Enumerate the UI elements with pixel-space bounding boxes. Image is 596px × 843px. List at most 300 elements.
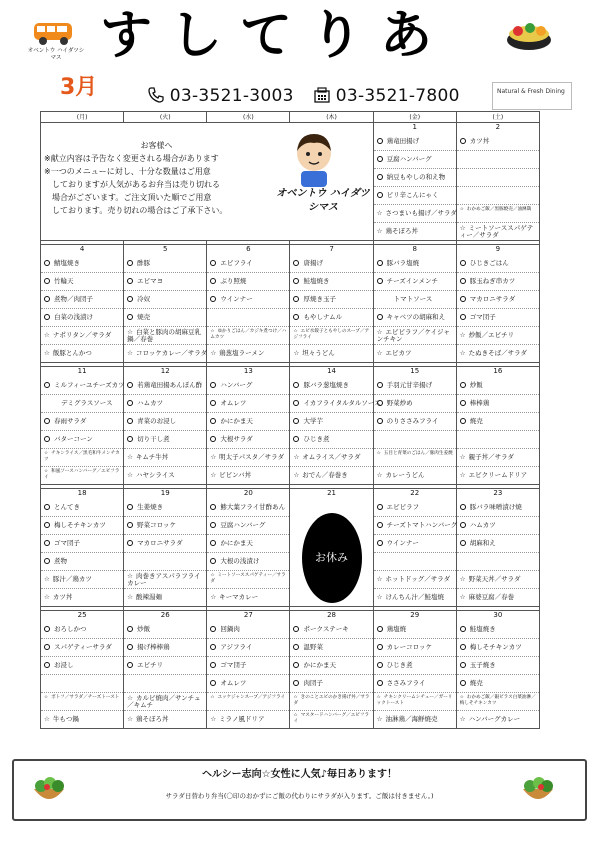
menu-item xyxy=(41,674,123,692)
menu-item xyxy=(207,290,289,308)
star-icon: ☆ xyxy=(44,349,50,357)
day-cell xyxy=(373,245,456,363)
menu-item xyxy=(457,377,539,394)
special-item-text: 五目と青菜のごはん／豚肉生姜焼 xyxy=(383,451,453,456)
special-item-text: ユッケジャンスープ／アジフライ xyxy=(217,695,286,700)
menu-item xyxy=(41,638,123,656)
salad-option-icon xyxy=(127,260,133,266)
special-item-text: 明太子パスタ／サラダ xyxy=(219,453,285,461)
menu-item xyxy=(124,290,206,308)
salad-option-icon xyxy=(210,558,216,564)
week-row-4 xyxy=(41,611,540,729)
special-item-text: チキンクリームシチュー／ガーリックトースト xyxy=(376,695,453,706)
special-item-text: キムチ牛丼 xyxy=(135,453,169,461)
star-icon: ☆ xyxy=(210,573,215,578)
special-item-text: 坦々うどん xyxy=(302,349,335,357)
delivery-van-icon xyxy=(32,20,76,46)
menu-item-text: お浸し xyxy=(54,661,74,669)
special-item xyxy=(207,710,289,728)
weekday-thu: (木) xyxy=(290,112,373,123)
star-icon: ☆ xyxy=(44,715,50,723)
salad-option-icon xyxy=(293,436,299,442)
special-item-text: 鶏葱塩ラーメン xyxy=(219,349,265,357)
day-number: 25 xyxy=(77,611,87,619)
salad-option-icon xyxy=(127,278,133,284)
menu-item xyxy=(290,290,372,308)
special-item xyxy=(290,344,372,362)
special-item xyxy=(374,222,456,240)
special-item xyxy=(457,222,539,240)
special-item-text: マスタードハンバーグ／エビフライ xyxy=(293,713,370,724)
day-cell xyxy=(124,367,207,485)
special-item-text: 酸辣湯麺 xyxy=(135,593,162,601)
salad-option-icon xyxy=(293,400,299,406)
menu-item-text: エビピラフ xyxy=(386,503,420,511)
day-number: 15 xyxy=(410,367,420,375)
notice-cell xyxy=(41,123,374,241)
menu-item xyxy=(374,412,456,430)
special-item-text: 牛もつ鍋 xyxy=(52,715,79,723)
salad-option-icon xyxy=(127,296,133,302)
star-icon: ☆ xyxy=(293,471,300,479)
menu-item-text: エビチリ xyxy=(137,661,164,669)
menu-item xyxy=(124,499,206,516)
menu-item xyxy=(41,430,123,448)
salad-option-icon xyxy=(377,400,383,406)
menu-item xyxy=(457,394,539,412)
salad-option-icon xyxy=(210,540,216,546)
menu-item-text: カレーコロッケ xyxy=(386,643,432,651)
special-item-text: 親子丼／サラダ xyxy=(468,453,515,461)
menu-item-text: 厚焼き玉子 xyxy=(303,295,336,303)
menu-item xyxy=(374,290,456,308)
special-item-text: オムライス／サラダ xyxy=(302,453,361,461)
special-item-text: エビ水餃子ともやしのスープ／アジフライ xyxy=(293,329,370,340)
special-item-text: ハヤシライス xyxy=(135,471,175,479)
special-item xyxy=(290,692,372,710)
weekday-fri: (金) xyxy=(373,112,456,123)
salad-option-icon xyxy=(377,680,383,686)
special-item-text: ビビンバ丼 xyxy=(219,471,252,479)
star-icon: ☆ xyxy=(376,349,383,357)
menu-item xyxy=(457,186,539,204)
salad-option-icon xyxy=(293,644,299,650)
menu-item xyxy=(124,255,206,272)
salad-option-icon xyxy=(127,400,133,406)
menu-item-text: キャベツの胡麻和え xyxy=(386,313,446,321)
special-item-text: ミートソーススパゲティー／サラダ xyxy=(210,573,286,584)
salad-option-icon xyxy=(210,504,216,510)
salad-option-icon xyxy=(44,558,50,564)
salad-option-icon xyxy=(377,522,383,528)
menu-item-text: 鮭塩焼き xyxy=(469,625,496,633)
day-number: 20 xyxy=(243,489,253,497)
menu-item-text: ハムカツ xyxy=(469,521,496,529)
menu-item xyxy=(207,394,289,412)
menu-item-text: かにかま天 xyxy=(220,417,253,425)
phone-icon xyxy=(148,87,164,103)
menu-item xyxy=(457,534,539,552)
menu-item-text: 切り干し煮 xyxy=(137,435,170,443)
special-item xyxy=(374,326,456,344)
day-cell xyxy=(207,367,290,485)
star-icon: ☆ xyxy=(127,593,133,601)
menu-item-text: マカロニサラダ xyxy=(137,539,183,547)
day-cell xyxy=(290,611,373,729)
menu-item-text: 野菜コロッケ xyxy=(137,521,177,529)
menu-item-text: トマトソース xyxy=(393,295,433,303)
salad-option-icon xyxy=(460,522,466,528)
star-icon: ☆ xyxy=(127,453,133,461)
menu-item-text: 豚玉ねぎ串カツ xyxy=(469,277,516,285)
star-icon: ☆ xyxy=(459,349,466,357)
star-icon: ☆ xyxy=(376,227,383,235)
notice-line: しておりますが人気があるお弁当は売り切れる xyxy=(44,180,220,189)
menu-item-text: チーズトマトハンバーグ xyxy=(386,521,458,529)
menu-item-text: 梅しそチキンカツ xyxy=(469,643,522,651)
menu-item xyxy=(290,255,372,272)
salad-option-icon xyxy=(210,296,216,302)
menu-item-text: 唐揚げ xyxy=(303,259,323,267)
menu-item-text: 炒飯 xyxy=(469,381,483,389)
menu-item-text: ひじき煮 xyxy=(386,661,413,669)
menu-item xyxy=(207,674,289,692)
month-label: 3月 xyxy=(60,75,98,100)
footer-box xyxy=(12,759,587,821)
menu-item-text: かにかま天 xyxy=(303,661,336,669)
special-item xyxy=(41,466,123,484)
salad-option-icon xyxy=(127,644,133,650)
menu-item-text: ウインナー xyxy=(220,295,253,303)
menu-item xyxy=(374,656,456,674)
special-item-text: コロッケカレー／サラダ xyxy=(135,349,208,357)
star-icon: ☆ xyxy=(127,349,133,357)
menu-item xyxy=(374,186,456,204)
special-item xyxy=(457,588,539,606)
menu-item xyxy=(374,674,456,692)
day-cell xyxy=(456,611,539,729)
day-number: 22 xyxy=(410,489,420,497)
star-icon: ☆ xyxy=(44,331,50,339)
menu-item xyxy=(124,516,206,534)
special-item-text: エビカツ xyxy=(385,349,412,357)
day-cell xyxy=(373,489,456,607)
salad-option-icon xyxy=(377,174,383,180)
menu-item-text: 大根サラダ xyxy=(220,435,253,443)
special-item-text: エビクリームドリア xyxy=(468,471,528,479)
star-icon: ☆ xyxy=(210,471,217,479)
salad-option-icon xyxy=(210,418,216,424)
menu-item xyxy=(124,552,206,570)
menu-item-text: 白菜の浅漬け xyxy=(54,313,93,321)
day-number: 1 xyxy=(412,123,417,131)
day-number: 19 xyxy=(160,489,170,497)
menu-item xyxy=(41,621,123,638)
special-item xyxy=(124,466,206,484)
star-icon: ☆ xyxy=(459,695,464,700)
special-item-text: チキンライス／黒毛和牛メンチカツ xyxy=(44,451,120,462)
special-item-text: おでん／春巻き xyxy=(302,471,348,479)
salad-option-icon xyxy=(460,540,466,546)
menu-item xyxy=(290,308,372,326)
salad-option-icon xyxy=(44,314,50,320)
special-item-text: わかめご飯／銀ビラス白菜油淋／梅しそチキンカツ xyxy=(459,695,536,706)
salad-option-icon xyxy=(377,260,383,266)
star-icon: ☆ xyxy=(293,329,298,334)
special-item-text: 豚汁／鶏カツ xyxy=(52,575,92,583)
salad-option-icon xyxy=(460,662,466,668)
star-icon: ☆ xyxy=(210,695,215,700)
phone-number-text: 03-3521-3003 xyxy=(169,86,294,106)
salad-option-icon xyxy=(293,418,299,424)
special-item xyxy=(41,710,123,728)
menu-item xyxy=(207,272,289,290)
star-icon: ☆ xyxy=(459,224,466,232)
day-number: 7 xyxy=(329,245,334,253)
menu-item-text: ウインナー xyxy=(386,539,419,547)
menu-item-text: 焼売 xyxy=(137,313,151,321)
salad-option-icon xyxy=(377,156,383,162)
menu-item xyxy=(124,638,206,656)
menu-item xyxy=(207,516,289,534)
menu-item-text: エビマヨ xyxy=(137,277,164,285)
menu-item-text: 豆腐ハンバーグ xyxy=(386,155,432,163)
boy-mascot-icon xyxy=(289,131,339,187)
day-cell xyxy=(207,245,290,363)
special-item xyxy=(457,344,539,362)
day-number: 26 xyxy=(160,611,170,619)
salad-option-icon xyxy=(210,400,216,406)
special-item-text: 飯豚とんかつ xyxy=(52,349,92,357)
special-item xyxy=(374,344,456,362)
special-item-text: カレーうどん xyxy=(385,471,425,479)
star-icon: ☆ xyxy=(376,328,383,336)
star-icon: ☆ xyxy=(376,575,383,583)
menu-item xyxy=(457,621,539,638)
notice-text xyxy=(41,123,271,217)
salad-option-icon xyxy=(460,278,466,284)
menu-item xyxy=(374,377,456,394)
shop-logo-text: オベントウ ハイダツシマス xyxy=(27,48,85,61)
menu-item-text: 胡麻和え xyxy=(469,539,496,547)
menu-item xyxy=(207,534,289,552)
menu-item xyxy=(457,638,539,656)
day-cell xyxy=(290,367,381,485)
salad-option-icon xyxy=(127,540,133,546)
day-cell xyxy=(124,245,207,363)
special-item-text: たぬきそば／サラダ xyxy=(468,349,528,357)
menu-item xyxy=(374,133,456,150)
special-item-text: エビピラフ／ケイジャンチキン xyxy=(376,328,450,343)
menu-item-text: ささみフライ xyxy=(386,679,426,687)
special-item-text: ポトフ／サラダ／チーズトースト xyxy=(51,695,120,700)
page-title xyxy=(100,4,520,68)
menu-item xyxy=(41,394,123,412)
special-item xyxy=(41,344,123,362)
special-item xyxy=(374,448,456,466)
menu-item xyxy=(207,377,289,394)
special-item-text: ハンバーグカレー xyxy=(468,715,521,723)
menu-item-text: 焼売 xyxy=(469,679,483,687)
footer-headline: ヘルシー志向☆女性に人気♪毎日あります！ xyxy=(201,769,398,780)
salad-option-icon xyxy=(44,504,50,510)
salad-option-icon xyxy=(210,260,216,266)
salad-option-icon xyxy=(210,436,216,442)
day-cell xyxy=(124,611,207,729)
menu-item-text: 鶏塩焼 xyxy=(386,625,407,633)
star-icon: ☆ xyxy=(459,471,466,479)
special-item-text: 白菜と豚肉の胡麻豆乳鍋／春巻 xyxy=(127,328,201,343)
menu-item xyxy=(457,499,539,516)
menu-item xyxy=(41,377,123,394)
menu-item-text: ピリ辛こんにゃく xyxy=(386,191,439,199)
salad-option-icon xyxy=(127,418,133,424)
star-icon: ☆ xyxy=(210,453,217,461)
sushi-bowl-icon xyxy=(504,18,554,54)
special-item xyxy=(207,588,289,606)
menu-item-text: かにかま天 xyxy=(220,539,253,547)
special-item xyxy=(374,204,456,222)
star-icon: ☆ xyxy=(127,694,133,702)
salad-option-icon xyxy=(210,662,216,668)
salad-option-icon xyxy=(460,504,466,510)
special-item-text: わかめご飯／黒豚焼売／油淋鶏 xyxy=(466,207,532,212)
salad-option-icon xyxy=(44,296,50,302)
menu-item-text: 鯵大葉フライ甘酢あん xyxy=(220,503,286,511)
special-item xyxy=(41,692,123,710)
day-cell xyxy=(41,245,124,363)
special-item xyxy=(207,448,289,466)
shop-logo xyxy=(26,20,86,66)
menu-item-text: 温野菜 xyxy=(303,643,323,651)
menu-item-text: 豚バラ味噌漬け焼 xyxy=(469,503,522,511)
partner-logo xyxy=(492,82,572,110)
star-icon: ☆ xyxy=(376,209,383,217)
menu-item-text: 大根の浅漬け xyxy=(220,557,260,565)
star-icon: ☆ xyxy=(376,471,383,479)
star-icon: ☆ xyxy=(210,329,215,334)
salad-option-icon xyxy=(127,504,133,510)
star-icon: ☆ xyxy=(293,453,300,461)
star-icon: ☆ xyxy=(210,349,217,357)
weekday-sat: (土) xyxy=(456,112,539,123)
day-cell xyxy=(41,611,124,729)
day-number: 27 xyxy=(243,611,253,619)
special-item xyxy=(457,204,539,222)
day-cell xyxy=(456,489,539,607)
menu-item xyxy=(207,412,289,430)
salad-option-icon xyxy=(460,680,466,686)
weekday-tue: (火) xyxy=(124,112,207,123)
notice-line: ※献立内容は予告なく変更される場合があります xyxy=(44,154,219,163)
day-number: 29 xyxy=(410,611,420,619)
menu-item-text: おろしかつ xyxy=(54,625,87,633)
menu-item-text: 酢豚 xyxy=(137,259,151,267)
menu-item xyxy=(457,255,539,272)
menu-item xyxy=(41,656,123,674)
special-item xyxy=(207,570,289,588)
salad-option-icon xyxy=(460,382,466,388)
menu-item-text: ゴマ団子 xyxy=(469,313,496,321)
special-item-text: 和風ソースハンバーグ／エビフライ xyxy=(44,469,120,480)
menu-item-text: バターコーン xyxy=(54,435,93,443)
menu-item-text: マカロニサラダ xyxy=(469,295,516,303)
menu-item xyxy=(41,499,123,516)
menu-item xyxy=(457,516,539,534)
special-item xyxy=(124,588,206,606)
notice-line: 場合がございます。ご注文頂いた順でご用意 xyxy=(44,193,212,202)
menu-item xyxy=(457,272,539,290)
menu-item-text: スパゲティーサラダ xyxy=(54,643,112,651)
menu-item-text: チーズインメンチ xyxy=(386,277,438,285)
menu-item xyxy=(207,656,289,674)
page-title-text: すしてりあ xyxy=(100,6,451,66)
salad-option-icon xyxy=(44,522,50,528)
menu-item xyxy=(290,674,372,692)
special-item xyxy=(41,326,123,344)
menu-item-text: 豚バラ塩焼 xyxy=(386,259,420,267)
salad-option-icon xyxy=(127,522,133,528)
special-item-text: 野菜天丼／サラダ xyxy=(468,575,521,583)
salad-option-icon xyxy=(44,540,50,546)
special-item xyxy=(207,326,289,344)
special-item-text: 油淋鶏／海鮮焼売 xyxy=(385,715,438,723)
salad-option-icon xyxy=(44,662,50,668)
menu-item-text: 若鶏竜田揚あんぽん酢 xyxy=(137,381,203,389)
menu-item-text: 焼売 xyxy=(469,417,483,425)
special-item xyxy=(207,344,289,362)
star-icon: ☆ xyxy=(459,715,466,723)
day-cell xyxy=(207,489,290,607)
menu-item-text: エビフライ xyxy=(220,259,253,267)
menu-item xyxy=(207,621,289,638)
special-item-text: カルビ焼肉／サンチュ／キムチ xyxy=(127,694,201,709)
menu-item xyxy=(290,638,372,656)
day-number: 21 xyxy=(327,489,336,497)
menu-item xyxy=(124,394,206,412)
salad-option-icon xyxy=(210,278,216,284)
menu-item-text: のりささみフライ xyxy=(386,417,439,425)
special-item xyxy=(374,466,456,484)
menu-item xyxy=(457,552,539,570)
special-item xyxy=(124,448,206,466)
day-cell xyxy=(41,489,124,607)
menu-item xyxy=(124,377,206,394)
special-item xyxy=(124,326,206,344)
star-icon: ☆ xyxy=(459,207,464,212)
menu-item-text: 豆腐ハンバーグ xyxy=(220,521,266,529)
salad-option-icon xyxy=(460,644,466,650)
special-item xyxy=(124,570,206,588)
special-item xyxy=(207,466,289,484)
special-item-text: カツ丼 xyxy=(52,593,73,601)
star-icon: ☆ xyxy=(210,593,217,601)
salad-option-icon xyxy=(210,522,216,528)
menu-item-text: 手羽元甘辛揚げ xyxy=(386,381,433,389)
menu-item xyxy=(374,552,456,570)
menu-item xyxy=(41,272,123,290)
menu-item xyxy=(290,430,372,448)
menu-item-text: 回鍋肉 xyxy=(220,625,240,633)
day-number: 6 xyxy=(246,245,251,253)
salad-option-icon xyxy=(210,644,216,650)
menu-item-text: アジフライ xyxy=(220,643,253,651)
weekday-header xyxy=(41,112,540,123)
salad-option-icon xyxy=(377,644,383,650)
menu-item xyxy=(207,430,289,448)
salad-option-icon xyxy=(377,314,383,320)
special-item xyxy=(124,344,206,362)
